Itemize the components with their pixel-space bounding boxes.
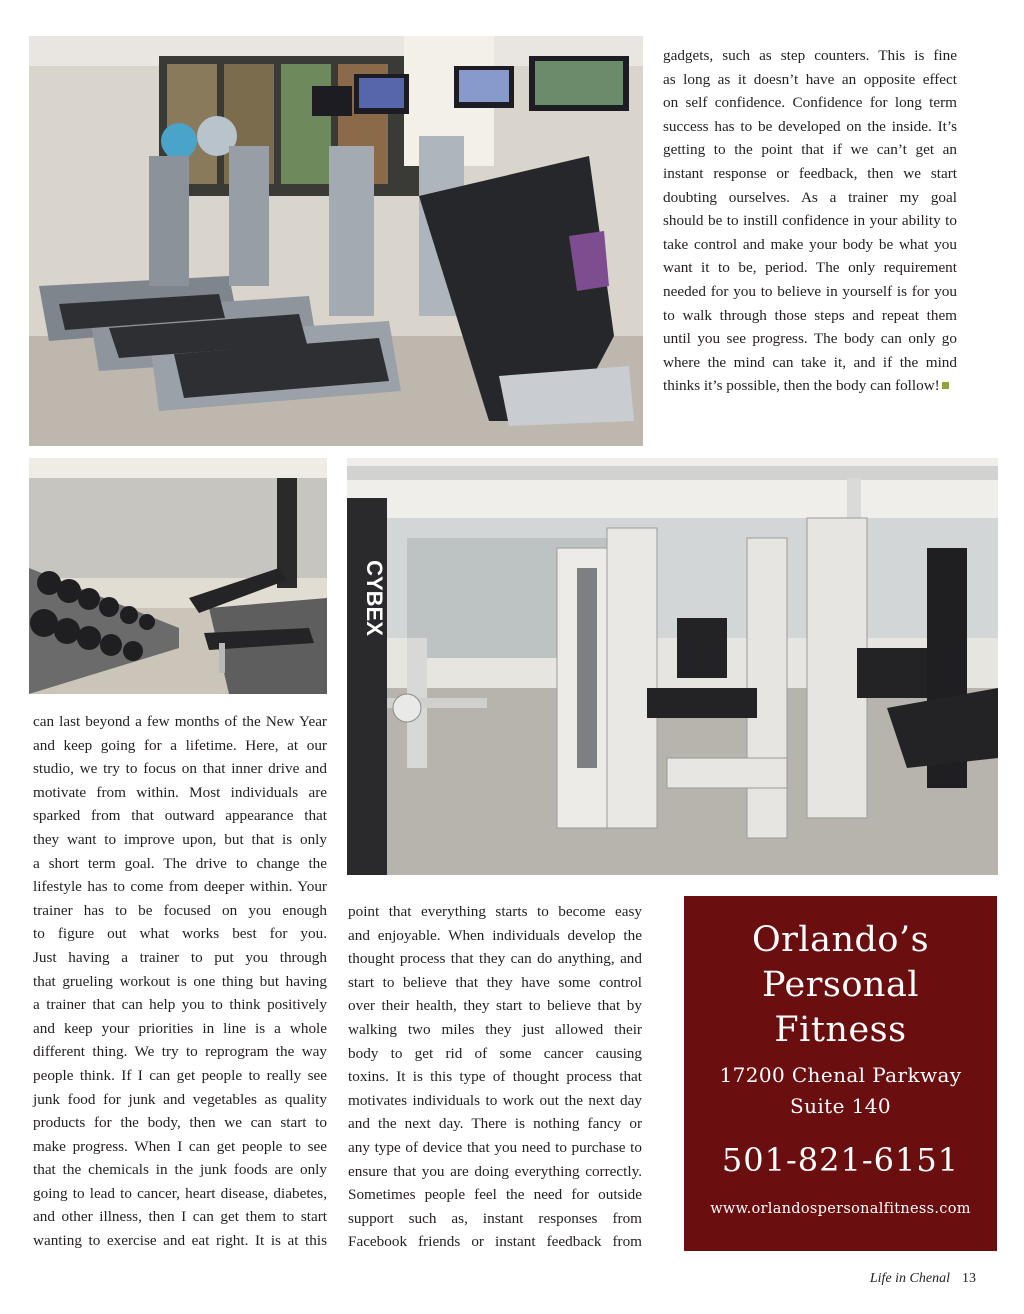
- text-line: body to get rid of some cancer causing: [348, 1044, 642, 1062]
- text-line: and keep your priorities in line is a whole: [33, 1019, 327, 1037]
- text-line: make progress. When I can get people to see: [33, 1137, 327, 1155]
- treadmills-photo: [29, 36, 643, 446]
- text-line: support such as, instant responses from: [348, 1209, 642, 1227]
- text-line: and the next day. There is nothing fancy or: [348, 1115, 642, 1133]
- text-line: going to lead to cancer, heart disease, diabetes,: [33, 1184, 327, 1202]
- text-line: Sometimes people feel the need for outside: [348, 1186, 642, 1204]
- text-line: start to believe that they have some control: [348, 973, 642, 991]
- text-line: thought process that they can do anything, and: [348, 950, 642, 968]
- page-number: 13: [962, 1271, 976, 1286]
- text-line: doubting ourselves. As a trainer my goal: [663, 188, 957, 206]
- cybex-sign: CYBEX: [362, 560, 387, 636]
- text-line: motivate from within. Most individuals are: [33, 783, 327, 801]
- text-line: they want to improve upon, but that is only: [33, 830, 327, 848]
- text-line: point that everything starts to become easy: [348, 903, 642, 920]
- text-line: sparked from that outward appearance that: [33, 807, 327, 825]
- text-line: to figure out what works best for you.: [33, 925, 327, 943]
- business-ad-box: [684, 896, 997, 1251]
- text-line: where the mind can take it, and if the mind: [663, 353, 957, 371]
- text-line: people think. If I can get people to really see: [33, 1066, 327, 1084]
- text-line: toxins. It is this type of thought process that: [348, 1068, 642, 1086]
- text-line: to walk through those steps and repeat them: [663, 306, 957, 324]
- business-website: www.orlandospersonalfitness.com: [710, 1201, 971, 1217]
- address-line: 17200 Chenal Parkway: [719, 1063, 962, 1087]
- text-line: want it to be, period. The only requirement: [663, 259, 957, 277]
- right-top-column: [663, 44, 957, 398]
- text-line: instant response or feedback, then we start: [663, 164, 957, 182]
- business-name-line: Orlando’s: [751, 920, 930, 960]
- text-line: different thing. We try to reprogram the way: [33, 1043, 327, 1061]
- text-line-end: thinks it’s possible, then the body can follow!: [663, 377, 940, 395]
- address-line: Suite 140: [790, 1094, 891, 1118]
- text-line: take control and make your body be what you: [663, 235, 957, 253]
- text-line: any type of device that you need to purchase to: [348, 1138, 642, 1156]
- text-line: studio, we try to focus on that inner drive and: [33, 760, 327, 778]
- business-name-line: Personal: [761, 965, 920, 1005]
- text-line: success has to be developed on the inside. It’s: [663, 117, 957, 135]
- text-line: gadgets, such as step counters. This is fine: [663, 47, 957, 64]
- text-line: as long as it doesn’t have an opposite effect: [663, 70, 957, 88]
- magazine-name: Life in Chenal: [869, 1271, 950, 1286]
- text-line: a trainer that can help you to think positively: [33, 996, 327, 1014]
- text-line: trainer has to be focused on you enough: [33, 901, 327, 919]
- business-address: [684, 1060, 997, 1122]
- text-line: over their health, they start to believe that by: [348, 997, 642, 1015]
- gym-weight-machines-photo: [347, 458, 998, 875]
- text-line: that the chemicals in the junk foods are only: [33, 1161, 327, 1179]
- text-line: wanting to exercise and eat right. It is at this: [33, 1232, 327, 1250]
- text-line: junk food for junk and vegetables as quality: [33, 1090, 327, 1108]
- text-line: and enjoyable. When individuals develop the: [348, 926, 642, 944]
- gym-treadmills-photo: [29, 36, 643, 446]
- text-line: on self confidence. Confidence for long term: [663, 94, 957, 112]
- text-line: getting to the point that if we can’t get an: [663, 141, 957, 159]
- text-line: and keep going for a lifetime. Here, at our: [33, 736, 327, 754]
- business-phone: 501-821-6151: [721, 1141, 960, 1179]
- business-name: [684, 918, 997, 1053]
- text-line: until you see progress. The body can only go: [663, 330, 957, 348]
- text-line: products for the body, then we can start to: [33, 1114, 327, 1132]
- gym-dumbbells-photo: [29, 458, 327, 694]
- text-line: that grueling workout is one thing but having: [33, 972, 327, 990]
- text-line: Facebook friends or instant feedback from: [348, 1233, 642, 1251]
- text-line: ensure that you are doing everything correctly.: [348, 1162, 642, 1180]
- article-end-icon: [942, 382, 949, 389]
- text-line: a short term goal. The drive to change the: [33, 854, 327, 872]
- text-line: should be to instill confidence in your ability to: [663, 212, 957, 230]
- text-line: needed for you to believe in yourself is for you: [663, 282, 957, 300]
- text-line-last: [663, 374, 957, 398]
- text-line: Just having a trainer to put you through: [33, 948, 327, 966]
- text-line: can last beyond a few months of the New Year: [33, 713, 327, 730]
- left-column: [33, 710, 327, 1253]
- weight-room-photo: [347, 458, 998, 875]
- text-line: and other illness, then I can get them to start: [33, 1208, 327, 1226]
- dumbbells-photo: [29, 458, 327, 694]
- page-footer: [870, 1271, 976, 1287]
- text-line: lifestyle has to come from deeper within. Your: [33, 878, 327, 896]
- business-name-line: Fitness: [774, 1010, 907, 1050]
- middle-column: [348, 900, 642, 1254]
- text-line: motivates individuals to work out the next day: [348, 1091, 642, 1109]
- text-line: walking two miles they just allowed their: [348, 1020, 642, 1038]
